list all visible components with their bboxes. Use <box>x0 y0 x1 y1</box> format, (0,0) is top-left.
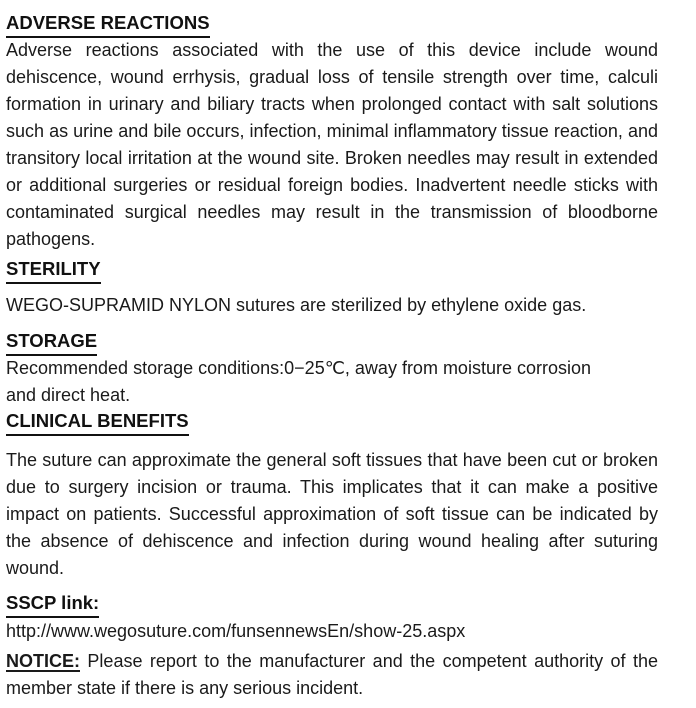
storage-text-line-1: Recommended storage conditions:0−25℃, away from moisture corrosion <box>6 358 591 378</box>
sscp-url-link[interactable]: http://www.wegosuture.com/funsennewsEn/show-25.aspx <box>6 621 466 641</box>
sterility-text: WEGO-SUPRAMID NYLON sutures are sterilized by ethylene oxide gas. <box>6 295 587 315</box>
heading-underline <box>6 616 99 618</box>
clinical-benefits-text: The suture can approximate the general soft tissues that have been cut or broken due to surgery incision or trauma. This implicates that it can make a positive impact on patients. Successful approximation of soft tissue can be indicated by the absence of dehiscence and infection during wound healing after suturing wound. <box>6 450 658 578</box>
clinical-benefits-heading: CLINICAL BENEFITS <box>6 410 189 436</box>
storage-heading: STORAGE <box>6 330 97 356</box>
adverse-reactions-heading: ADVERSE REACTIONS <box>6 12 210 38</box>
sterility-heading: STERILITY <box>6 258 101 284</box>
sscp-link-heading: SSCP link: <box>6 592 99 618</box>
adverse-reactions-text: Adverse reactions associated with the use of this device include wound dehiscence, wound errhysis, gradual loss of tensile strength over time, calculi formation in urinary and biliary tracts when prolonged contact with salt solutions such as urine and bile occurs, infection, minimal inflammatory tissue reaction, and transitory local irritation at the wound site. Broken needles may result in extended or additional surgeries or residual foreign bodies. Inadvertent needle sticks with contaminated surgical needles may result in the transmission of bloodborne pathogens. <box>6 40 658 249</box>
notice-text: Please report to the manufacturer and the competent authority of the member state if there is any serious incident. <box>6 651 658 698</box>
storage-text-line-2: and direct heat. <box>6 385 131 405</box>
notice-label: NOTICE: <box>6 651 80 671</box>
heading-underline <box>6 282 101 284</box>
notice-paragraph <box>6 648 658 702</box>
heading-underline <box>6 434 189 436</box>
heading-underline <box>6 354 97 356</box>
